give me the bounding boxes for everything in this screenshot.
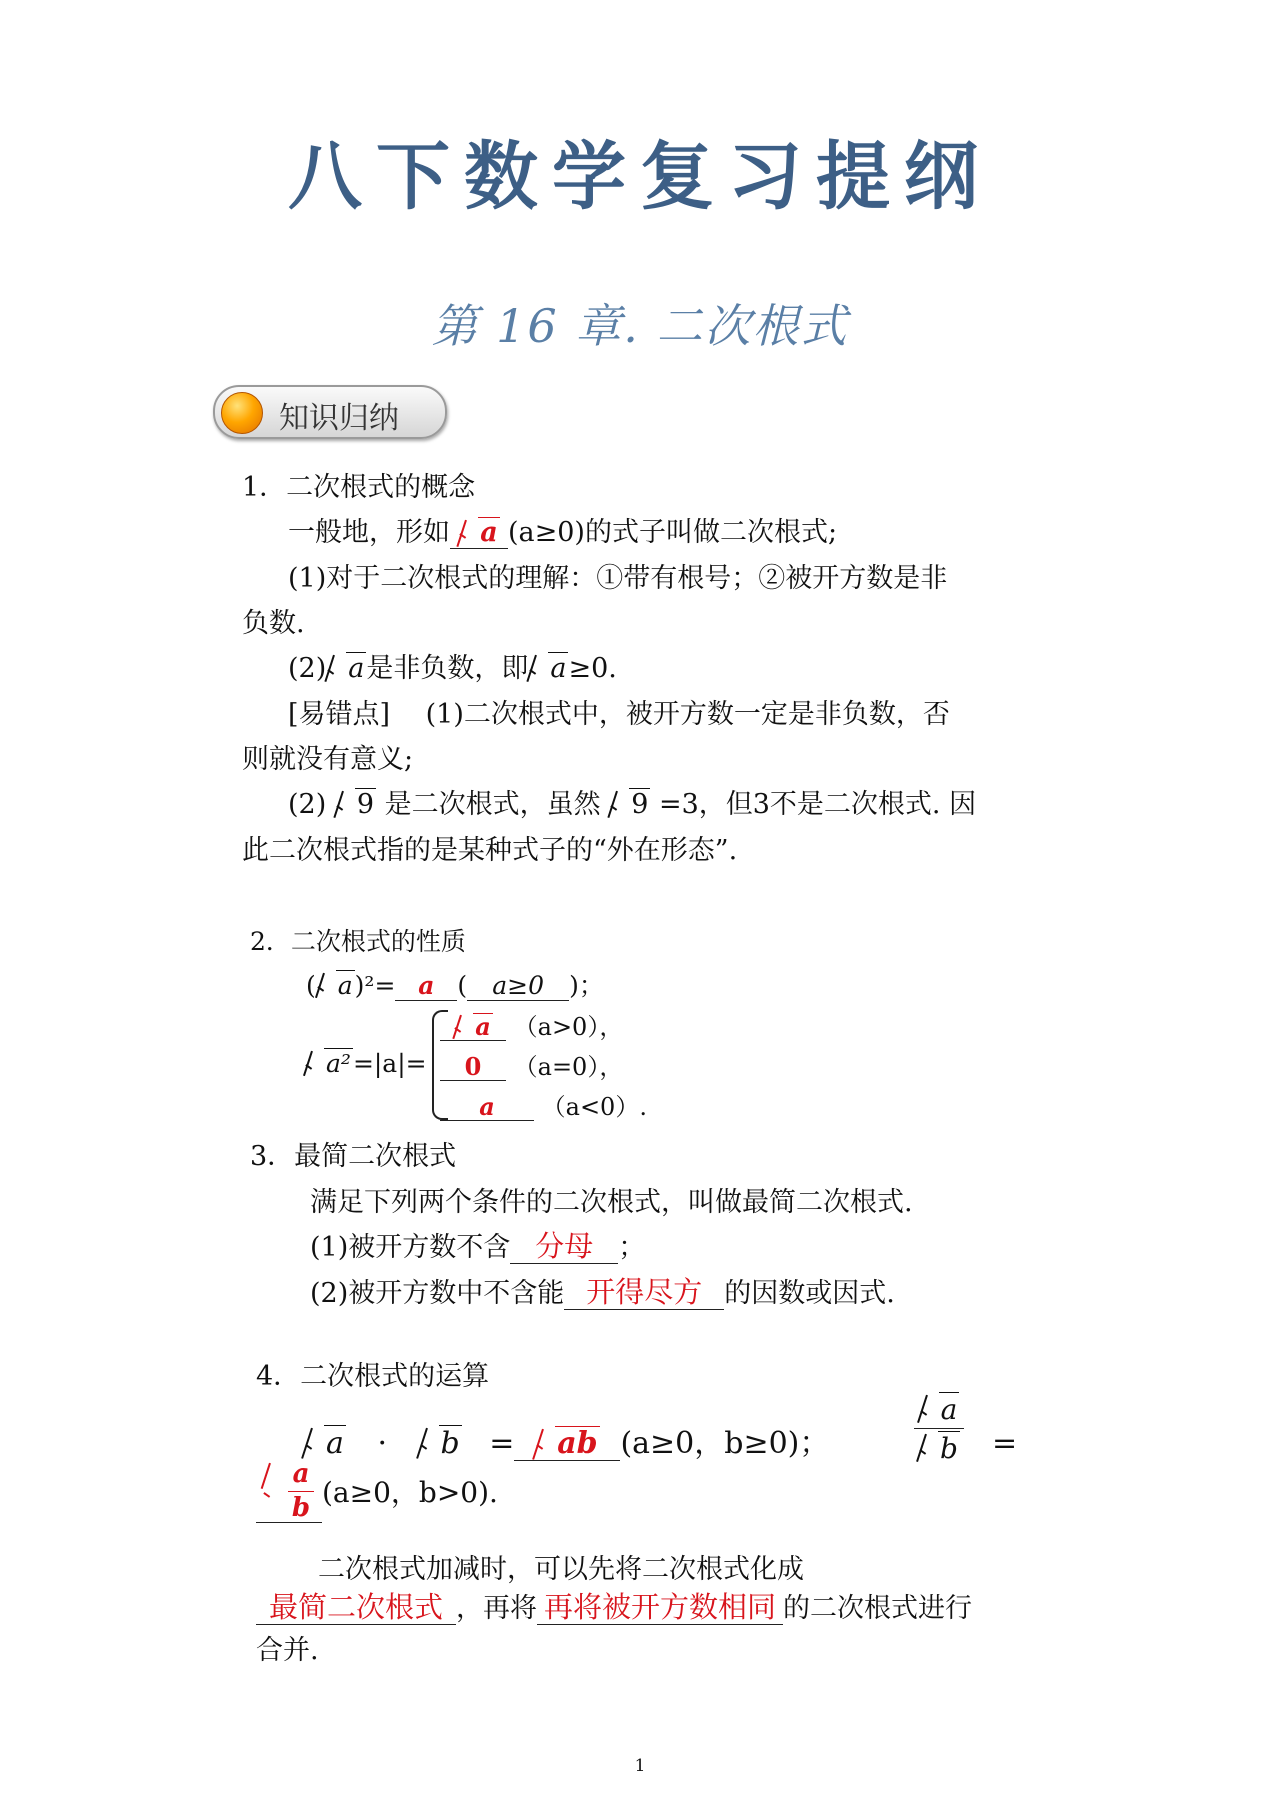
s1-line-1: 一般地，形如 a (a≥0)的式子叫做二次根式; bbox=[288, 517, 838, 548]
radical-icon: 9 bbox=[337, 788, 376, 820]
s2-formula-1: ( a)²= a ( a≥0 )； bbox=[306, 971, 604, 1000]
s4-mult-formula: a · b = ab (a≥0，b≥0)； bbox=[304, 1418, 829, 1462]
radical-icon: $\frac{a}{b}$ bbox=[264, 1460, 316, 1522]
s4-answer-1 bbox=[514, 1426, 620, 1461]
s2-answer-1: a bbox=[395, 972, 457, 1001]
radical-icon: a² bbox=[306, 1048, 353, 1078]
s4-answer-2 bbox=[256, 1460, 322, 1523]
s3-answer-1: 分母 bbox=[510, 1231, 618, 1264]
s4-answer-4: 再将被开方数相同 bbox=[537, 1592, 783, 1625]
radical-icon: b bbox=[421, 1425, 462, 1461]
s3-answer-2: 开得尽方 bbox=[564, 1277, 724, 1310]
s3-line-3: (2)被开方数中不含能 开得尽方 的因数或因式. bbox=[310, 1275, 895, 1309]
radical-icon: a bbox=[328, 652, 366, 684]
s1-line-8: 此二次根式指的是某种式子的“外在形态”. bbox=[242, 835, 738, 866]
section-2-heading: 2．二次根式的性质 bbox=[250, 927, 466, 956]
radical-icon: b bbox=[920, 1431, 960, 1465]
s1-line-3: 负数. bbox=[242, 608, 305, 639]
radical-icon: a bbox=[318, 970, 355, 1000]
s1-line-5: [易错点] (1)二次根式中，被开方数一定是非负数，否 bbox=[288, 699, 950, 730]
section-1-heading: 1．二次根式的概念 bbox=[242, 472, 476, 503]
section-badge bbox=[213, 385, 447, 439]
s1-line-6: 则就没有意义; bbox=[242, 744, 414, 775]
chapter-heading: 第 16 章. 二次根式 bbox=[431, 299, 849, 353]
s2-case-1: a （a>0）， bbox=[440, 1007, 623, 1042]
s2-case-3: a （a<0）. bbox=[440, 1087, 647, 1122]
page-number: 1 bbox=[634, 1756, 646, 1776]
s1-line-7: (2) 9 是二次根式，虽然 9 =3，但3不是二次根式. 因 bbox=[288, 789, 977, 820]
document-title: 八下数学复习提纲 bbox=[288, 134, 992, 220]
s4-answer-3: 最简二次根式 bbox=[256, 1592, 456, 1625]
s2-formula-2: a²=|a|= bbox=[304, 1048, 427, 1078]
s2-case-2: 0 （a=0）， bbox=[440, 1047, 623, 1082]
badge-label: 知识归纳 bbox=[279, 401, 399, 436]
s4-paragraph-line-2: 最简二次根式 ，再将 再将被开方数相同 的二次根式进行 bbox=[256, 1586, 972, 1625]
s4-paragraph-line-3: 合并. bbox=[256, 1635, 319, 1666]
radical-icon: ab bbox=[537, 1426, 599, 1460]
s4-div-answer: $\frac{a}{b}$ (a≥0，b>0). bbox=[256, 1460, 498, 1523]
radical-icon: a bbox=[921, 1392, 960, 1426]
radical-icon: a bbox=[460, 517, 500, 548]
s3-line-2: (1)被开方数不含 分母 ； bbox=[310, 1229, 646, 1263]
radical-icon: 9 bbox=[611, 788, 650, 820]
orange-dot-icon bbox=[221, 392, 263, 434]
s3-line-1: 满足下列两个条件的二次根式，叫做最简二次根式. bbox=[310, 1187, 913, 1218]
s4-div-fraction bbox=[914, 1392, 964, 1465]
s1-line-2: (1)对于二次根式的理解：①带有根号；②被开方数是非 bbox=[288, 563, 948, 594]
radical-icon: a bbox=[455, 1013, 493, 1040]
s4-div-equals: = bbox=[992, 1426, 1018, 1461]
s4-paragraph-line-1: 二次根式加减时，可以先将二次根式化成 bbox=[318, 1554, 804, 1585]
radical-icon: a bbox=[306, 1425, 346, 1461]
s2-condition-blank: a≥0 bbox=[467, 972, 569, 1001]
section-4-heading: 4．二次根式的运算 bbox=[256, 1361, 490, 1392]
s1-line-4: (2) a是非负数，即 a≥0. bbox=[288, 653, 617, 684]
radical-icon: a bbox=[530, 652, 568, 684]
section-3-heading: 3．最简二次根式 bbox=[250, 1141, 457, 1172]
s1-answer-blank bbox=[450, 517, 508, 549]
